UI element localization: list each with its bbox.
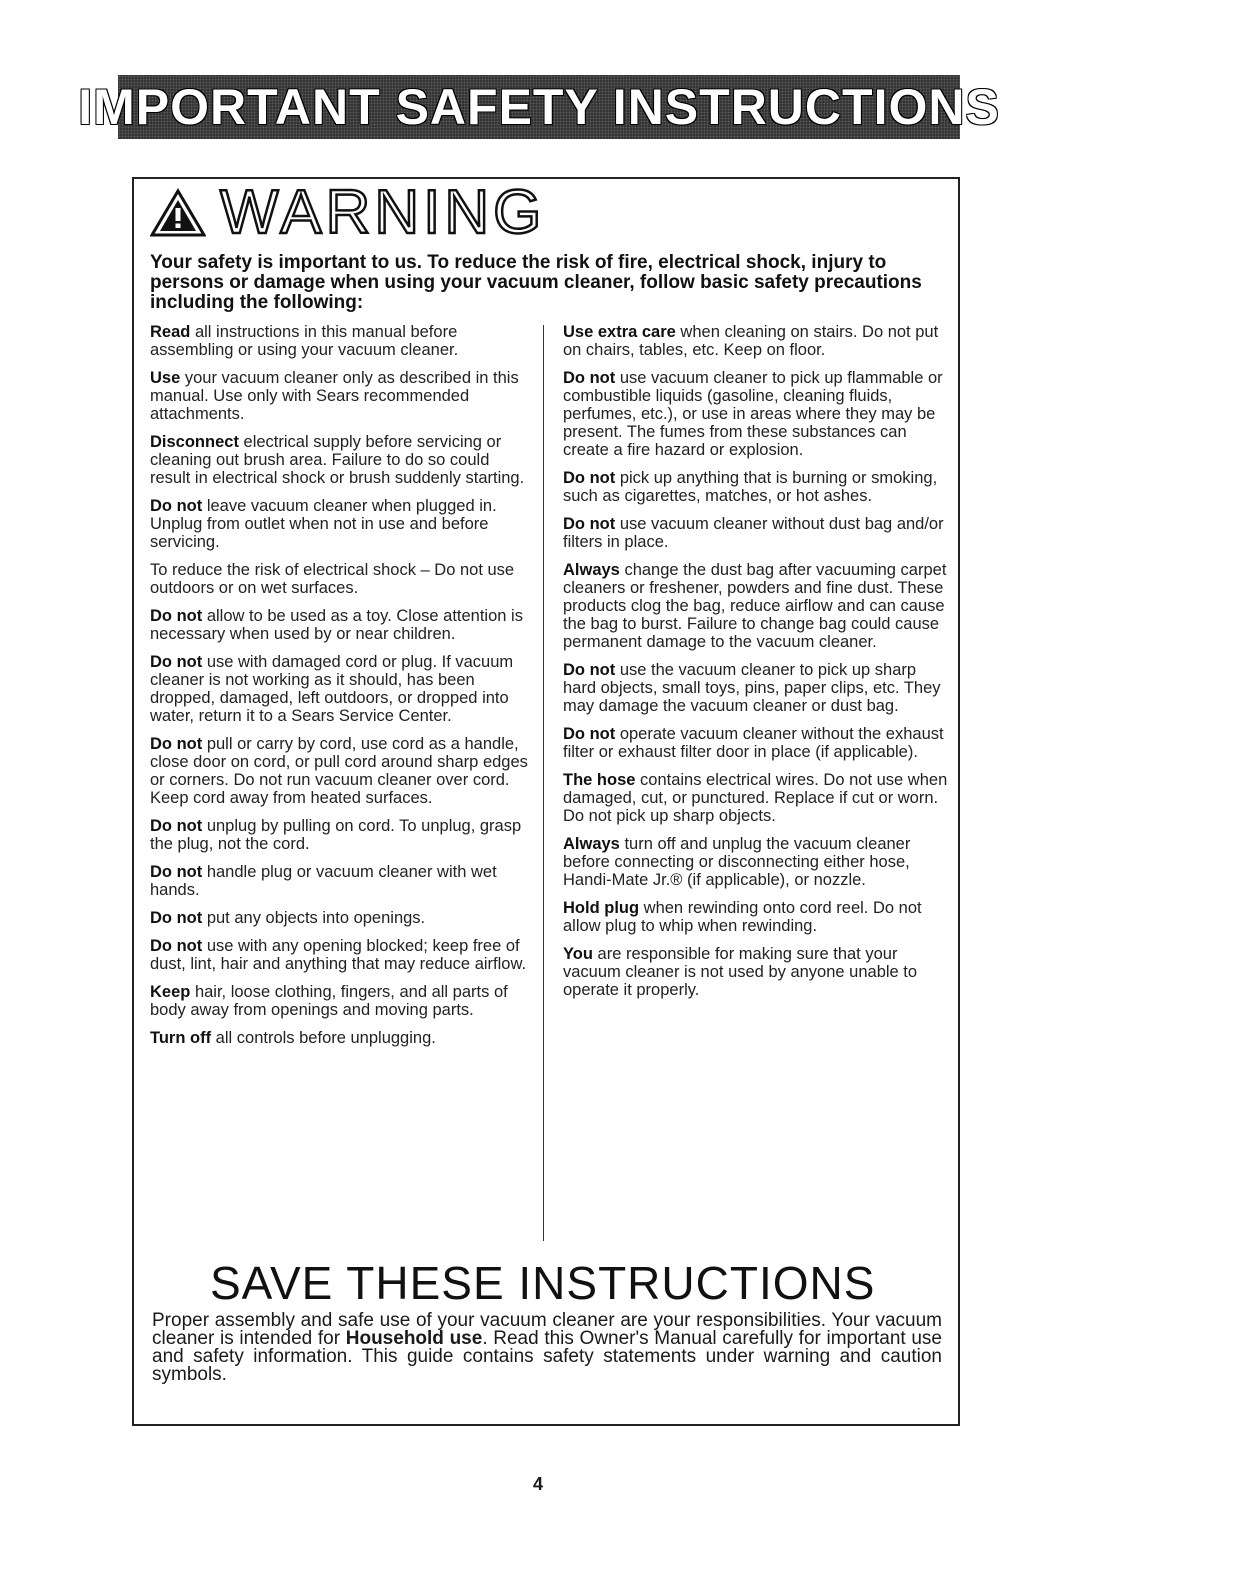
instruction-text: use with damaged cord or plug. If vacuum cleaner is not working as it should, has been dropped, damaged, left outdoors, or dropped into water, return it to a Sears Service Center. (150, 653, 514, 725)
instruction-item (563, 323, 948, 359)
warning-triangle-icon (150, 188, 206, 238)
instruction-text: use vacuum cleaner to pick up flammable or combustible liquids (gasoline, cleaning fluids, perfumes, etc.), or use in areas where they may be present. The fumes from these substances can create a fire hazard or explosion. (563, 369, 943, 459)
instruction-text: turn off and unplug the vacuum cleaner before connecting or disconnecting either hose, Handi-Mate Jr.® (if applicable), or nozzle. (563, 835, 911, 889)
instruction-text: operate vacuum cleaner without the exhaust filter or exhaust filter door in place (if applicable). (563, 725, 944, 761)
instruction-item (563, 835, 948, 889)
instruction-item (150, 323, 530, 359)
closing-text-bold: Household use (345, 1328, 483, 1349)
instruction-item (563, 561, 948, 651)
instruction-lead: Do not (563, 515, 616, 533)
banner-title: IMPORTANT SAFETY INSTRUCTIONS (78, 79, 1000, 135)
instruction-text: electrical supply before servicing or cleaning out brush area. Failure to do so could result in electrical shock or brush suddenly starting. (150, 433, 525, 487)
instruction-lead: Do not (563, 369, 616, 387)
instruction-text: when rewinding onto cord reel. Do not allow plug to whip when rewinding. (563, 899, 922, 935)
instruction-item (150, 653, 530, 725)
instruction-text: To reduce the risk of electrical shock – Do not use outdoors or on wet surfaces. (150, 561, 515, 597)
instruction-item (563, 771, 948, 825)
instruction-text: use the vacuum cleaner to pick up sharp hard objects, small toys, pins, paper clips, etc. They may damage the vacuum cleaner or dust bag. (563, 661, 941, 715)
instruction-lead: Do not (150, 863, 203, 881)
instruction-item (150, 369, 530, 423)
instruction-item (563, 469, 948, 505)
instruction-text: allow to be used as a toy. Close attention is necessary when used by or near children. (150, 607, 523, 643)
instruction-lead: Do not (563, 661, 616, 679)
instruction-text: leave vacuum cleaner when plugged in. Unplug from outlet when not in use and before servicing. (150, 497, 497, 551)
instruction-lead: Turn off (150, 1029, 212, 1047)
instruction-item (150, 817, 530, 853)
instruction-item (563, 725, 948, 761)
instruction-item (563, 899, 948, 935)
instruction-text: hair, loose clothing, fingers, and all parts of body away from openings and moving parts. (150, 983, 508, 1019)
instruction-text: when cleaning on stairs. Do not put on chairs, tables, etc. Keep on floor. (563, 323, 939, 359)
left-instructions-column (150, 323, 530, 1057)
instruction-text: your vacuum cleaner only as described in this manual. Use only with Sears recommended attachments. (150, 369, 519, 423)
warning-title: WARNING (220, 178, 546, 247)
instruction-lead: Do not (150, 607, 203, 625)
instruction-item (150, 735, 530, 807)
instruction-lead: Disconnect (150, 433, 239, 451)
instruction-text: pick up anything that is burning or smoking, such as cigarettes, matches, or hot ashes. (563, 469, 938, 505)
instruction-item (150, 937, 530, 973)
warning-heading (150, 178, 546, 247)
instruction-text: unplug by pulling on cord. To unplug, grasp the plug, not the cord. (150, 817, 522, 853)
instruction-item (563, 515, 948, 551)
instruction-item (150, 909, 530, 927)
title-banner (78, 75, 1000, 139)
instruction-item (150, 607, 530, 643)
instruction-item (150, 497, 530, 551)
instruction-item (150, 433, 530, 487)
right-instructions-column (563, 323, 948, 1009)
instruction-text: put any objects into openings. (202, 909, 426, 927)
instruction-text: change the dust bag after vacuuming carpet cleaners or freshener, powders and fine dust. These products clog the bag, reduce airflow and can cause the bag to burst. Failure to change bag could cause permanent damage to the vacuum cleaner. (563, 561, 947, 651)
instruction-lead: Use (150, 369, 181, 387)
instruction-item (563, 945, 948, 999)
instruction-lead: Do not (150, 735, 203, 753)
instruction-text: contains electrical wires. Do not use when damaged, cut, or punctured. Replace if cut or worn. Do not pick up sharp objects. (563, 771, 948, 825)
instruction-text: pull or carry by cord, use cord as a handle, close door on cord, or pull cord around sharp edges or corners. Do not run vacuum cleaner over cord. Keep cord away from heated surfaces. (150, 735, 528, 807)
instruction-lead: Keep (150, 983, 191, 1001)
instruction-item (150, 1029, 530, 1047)
instruction-lead: Do not (563, 725, 616, 743)
instruction-text: use with any opening blocked; keep free of dust, lint, hair and anything that may reduce airflow. (150, 937, 527, 973)
instruction-lead: Read (150, 323, 191, 341)
instruction-lead: Do not (150, 909, 203, 927)
instruction-text: all controls before unplugging. (211, 1029, 436, 1047)
closing-text-before: Proper assembly and safe use of your vacuum cleaner are your responsibilities. Your vacuum cleaner is intended for (152, 1310, 942, 1349)
instruction-lead: Always (563, 561, 620, 579)
save-instructions-heading: SAVE THESE INSTRUCTIONS (210, 1257, 876, 1309)
instruction-text: use vacuum cleaner without dust bag and/or filters in place. (563, 515, 944, 551)
closing-paragraph (152, 1312, 942, 1384)
instruction-item (150, 983, 530, 1019)
instruction-lead: Do not (150, 497, 203, 515)
instruction-lead: Do not (150, 937, 203, 955)
page-number: 4 (532, 1474, 543, 1494)
instruction-text: are responsible for making sure that your vacuum cleaner is not used by anyone unable to operate it properly. (563, 945, 918, 999)
instruction-item (150, 863, 530, 899)
closing-text-after: . Read this Owner's Manual carefully for important use and safety information. This guide contains safety statements under warning and caution symbols. (152, 1328, 942, 1385)
column-divider (543, 325, 544, 1241)
instruction-lead: Hold plug (563, 899, 640, 917)
instruction-lead: Do not (563, 469, 616, 487)
instruction-lead: Do not (150, 653, 203, 671)
instruction-item (563, 661, 948, 715)
instruction-text: all instructions in this manual before assembling or using your vacuum cleaner. (150, 323, 459, 359)
instruction-item (150, 561, 530, 597)
instruction-lead: You (563, 945, 593, 963)
instruction-lead: Do not (150, 817, 203, 835)
instruction-lead: The hose (563, 771, 636, 789)
instruction-lead: Use extra care (563, 323, 676, 341)
instruction-item (563, 369, 948, 459)
instruction-lead: Always (563, 835, 620, 853)
warning-intro: Your safety is important to us. To reduce the risk of fire, electrical shock, injury to persons or damage when using your vacuum cleaner, follow basic safety precautions including the following: (150, 252, 922, 313)
instruction-text: handle plug or vacuum cleaner with wet hands. (150, 863, 497, 899)
